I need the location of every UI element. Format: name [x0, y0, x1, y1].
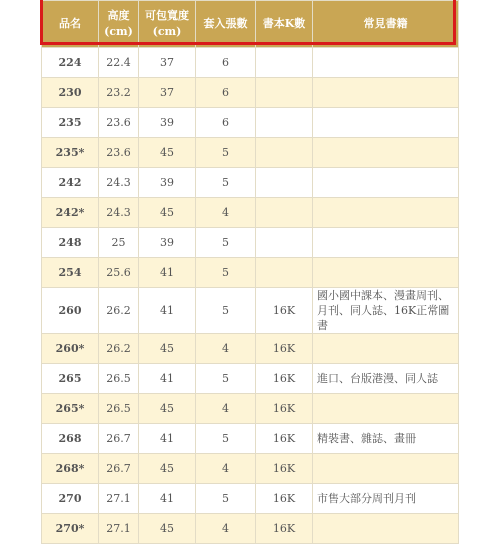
cell-books [313, 108, 459, 138]
cell-name: 268* [42, 454, 99, 484]
cell-height: 24.3 [99, 198, 139, 228]
cell-size: 16K [256, 484, 313, 514]
cell-width: 45 [139, 334, 196, 364]
cell-size: 16K [256, 334, 313, 364]
table-header-row [42, 1, 459, 48]
cell-size [256, 228, 313, 258]
cell-name: 248 [42, 228, 99, 258]
table-row [42, 424, 459, 454]
table-row [42, 394, 459, 424]
cell-width: 45 [139, 138, 196, 168]
cell-count: 4 [196, 394, 256, 424]
cell-height: 25 [99, 228, 139, 258]
cell-height: 26.7 [99, 454, 139, 484]
cell-width: 41 [139, 424, 196, 454]
cell-size: 16K [256, 394, 313, 424]
cell-size: 16K [256, 514, 313, 544]
cell-count: 5 [196, 258, 256, 288]
cell-count: 6 [196, 108, 256, 138]
cell-count: 6 [196, 48, 256, 78]
table-body [42, 48, 459, 544]
cell-count: 5 [196, 138, 256, 168]
cell-count: 4 [196, 514, 256, 544]
table-row [42, 288, 459, 334]
cell-width: 45 [139, 394, 196, 424]
cell-name: 270* [42, 514, 99, 544]
cell-count: 4 [196, 454, 256, 484]
header-count-label: 套入張數 [203, 17, 248, 30]
cell-width: 41 [139, 288, 196, 334]
cell-height: 26.7 [99, 424, 139, 454]
cell-name: 260* [42, 334, 99, 364]
cell-width: 41 [139, 484, 196, 514]
cell-size [256, 138, 313, 168]
cell-name: 265 [42, 364, 99, 394]
table-row [42, 78, 459, 108]
cell-name: 260 [42, 288, 99, 334]
cell-count: 4 [196, 334, 256, 364]
header-height [99, 1, 139, 48]
cell-size [256, 108, 313, 138]
cell-height: 27.1 [99, 514, 139, 544]
header-size-label: 書本K數 [262, 17, 306, 30]
header-width [139, 1, 196, 48]
table-row [42, 168, 459, 198]
cell-books [313, 334, 459, 364]
cell-name: 242* [42, 198, 99, 228]
cell-width: 41 [139, 364, 196, 394]
header-name-label: 品名 [59, 17, 81, 30]
cell-height: 24.3 [99, 168, 139, 198]
cell-size: 16K [256, 424, 313, 454]
cell-books [313, 48, 459, 78]
cell-count: 5 [196, 424, 256, 454]
cell-name: 265* [42, 394, 99, 424]
cell-size [256, 198, 313, 228]
cell-count: 5 [196, 228, 256, 258]
cell-count: 4 [196, 198, 256, 228]
cell-height: 23.6 [99, 138, 139, 168]
cell-books [313, 258, 459, 288]
cell-count: 5 [196, 168, 256, 198]
cell-height: 26.2 [99, 334, 139, 364]
cell-books [313, 394, 459, 424]
header-count [196, 1, 256, 48]
table-row [42, 454, 459, 484]
table-row [42, 364, 459, 394]
cell-books [313, 78, 459, 108]
cell-width: 45 [139, 198, 196, 228]
header-height-label: 高度 [107, 9, 130, 22]
cell-height: 27.1 [99, 484, 139, 514]
cell-name: 268 [42, 424, 99, 454]
cell-height: 26.5 [99, 394, 139, 424]
cell-width: 37 [139, 78, 196, 108]
cell-books: 國小國中課本、漫畫周刊、月刊、同人誌、16K正常圖書 [313, 288, 459, 334]
table-row [42, 198, 459, 228]
cell-count: 5 [196, 364, 256, 394]
cell-width: 41 [139, 258, 196, 288]
cell-name: 254 [42, 258, 99, 288]
table-row [42, 514, 459, 544]
cell-width: 45 [139, 514, 196, 544]
cell-books: 精裝書、雜誌、畫冊 [313, 424, 459, 454]
header-name [42, 1, 99, 48]
cell-count: 6 [196, 78, 256, 108]
cell-size [256, 168, 313, 198]
cell-name: 235* [42, 138, 99, 168]
cell-books [313, 228, 459, 258]
cell-books [313, 514, 459, 544]
cell-width: 39 [139, 168, 196, 198]
cell-name: 242 [42, 168, 99, 198]
header-size [256, 1, 313, 48]
table-row [42, 334, 459, 364]
cell-books [313, 198, 459, 228]
cell-width: 39 [139, 228, 196, 258]
cell-height: 25.6 [99, 258, 139, 288]
product-spec-table [41, 0, 459, 544]
table-row [42, 48, 459, 78]
header-books-label: 常見書籍 [363, 17, 408, 30]
cell-count: 5 [196, 484, 256, 514]
cell-name: 270 [42, 484, 99, 514]
cell-count: 5 [196, 288, 256, 334]
header-width-label: 可包寬度 [145, 9, 189, 22]
header-height-unit: (cm) [104, 25, 133, 38]
cell-books: 市售大部分周刊月刊 [313, 484, 459, 514]
cell-name: 230 [42, 78, 99, 108]
cell-books [313, 138, 459, 168]
cell-height: 26.5 [99, 364, 139, 394]
cell-size: 16K [256, 454, 313, 484]
cell-height: 23.2 [99, 78, 139, 108]
cell-books [313, 168, 459, 198]
table-row [42, 258, 459, 288]
cell-books [313, 454, 459, 484]
cell-width: 45 [139, 454, 196, 484]
header-books [313, 1, 459, 48]
cell-height: 22.4 [99, 48, 139, 78]
table-row [42, 108, 459, 138]
table-row [42, 228, 459, 258]
cell-width: 37 [139, 48, 196, 78]
cell-width: 39 [139, 108, 196, 138]
cell-books: 進口、台版港漫、同人誌 [313, 364, 459, 394]
cell-size [256, 78, 313, 108]
cell-name: 224 [42, 48, 99, 78]
cell-height: 26.2 [99, 288, 139, 334]
cell-name: 235 [42, 108, 99, 138]
cell-size: 16K [256, 288, 313, 334]
cell-size [256, 258, 313, 288]
cell-size: 16K [256, 364, 313, 394]
cell-height: 23.6 [99, 108, 139, 138]
cell-size [256, 48, 313, 78]
header-width-unit: (cm) [152, 25, 182, 38]
table-row [42, 138, 459, 168]
